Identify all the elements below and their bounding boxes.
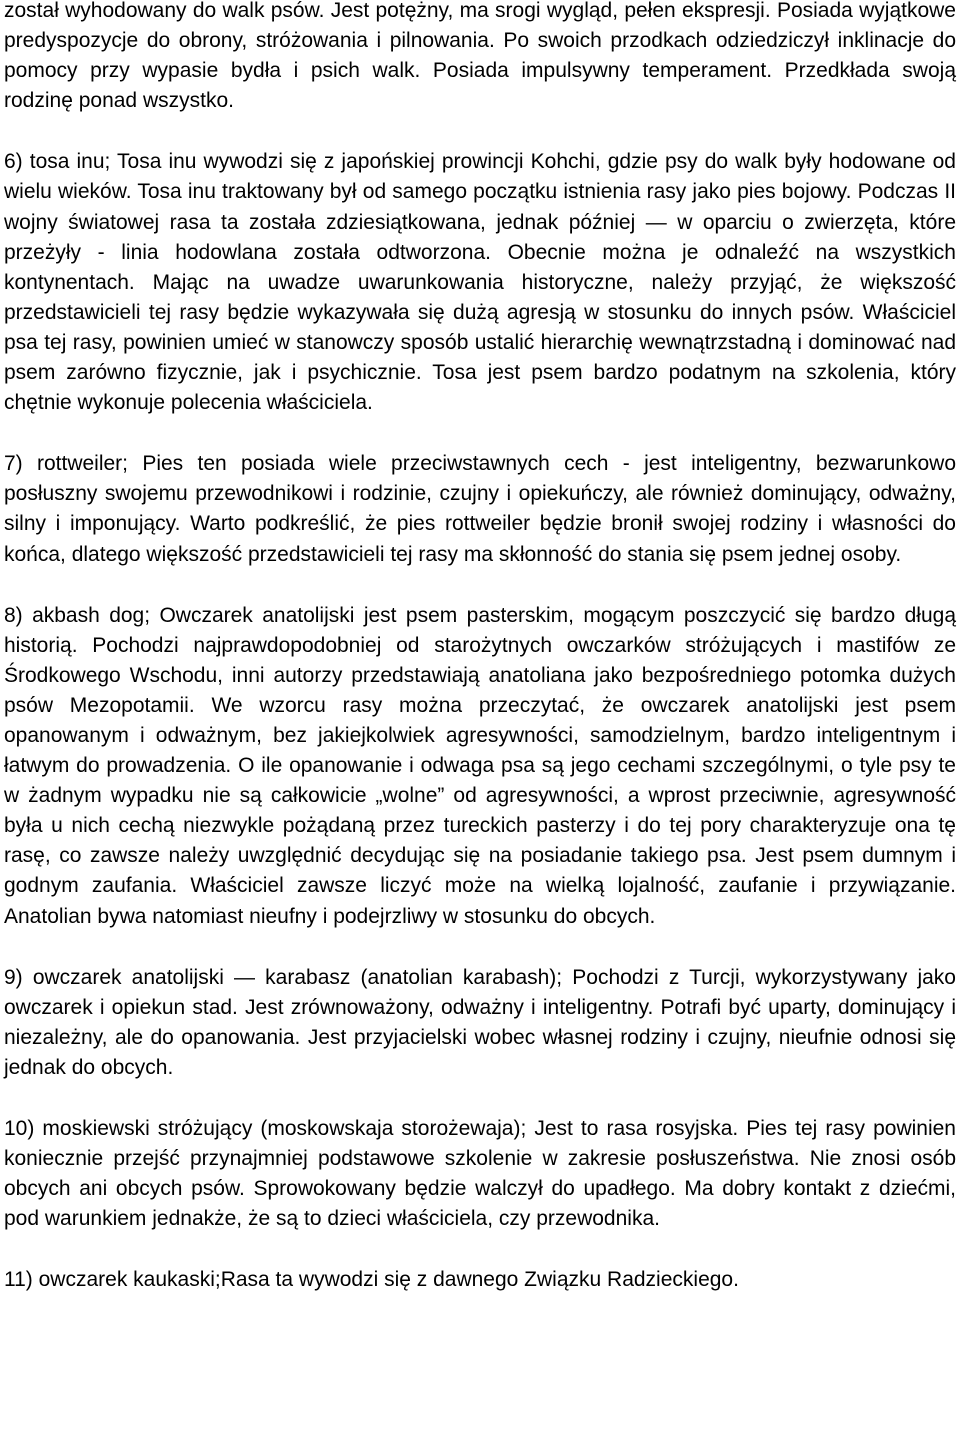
paragraph-anatolian-karabash: 9) owczarek anatolijski — karabasz (anatolian karabash); Pochodzi z Turcji, wykorzystywany jako owczarek i opiekun stad. Jest zrównoważony, odważny i inteligentny. Potrafi być uparty, dominujący i niezależny, ale do opanowania. Jest przyjacielski wobec własnej rodziny i czujny, nieufnie odnosi się jednak do obcych. xyxy=(4,965,956,1079)
paragraph-akbash-dog: 8) akbash dog; Owczarek anatolijski jest psem pasterskim, mogącym poszczycić się bardzo długą historią. Pochodzi najprawdopodobniej od starożytnych owczarków stróżujących i mastifów ze Środkowego Wschodu, inni autorzy przedstawiają anatoliana jako bezpośredniego potomka dużych psów Mezopotamii. We wzorcu rasy można przeczytać, że owczarek anatolijski jest psem opanowanym i odważnym, bez jakiejkolwiek agresywności, samodzielnym, bardzo inteligentnym i łatwym do prowadzenia. O ile opanowanie i odwaga psa są jego cechami szczególnymi, o tyle psy te w żadnym wypadku nie są całkowicie „wolne” od agresywności, a wprost przeciwnie, agresywność była u nich cechą niezwykle pożądaną przez tureckich pasterzy i do tej pory charakteryzuje ona tę rasę, co zawsze należy uwzględnić decydując się na posiadanie takiego psa. Jest psem dumnym i godnym zaufania. Właściciel zawsze liczyć może na wielką lojalność, zaufanie i przywiązanie. Anatolian bywa natomiast nieufny i podejrzliwy w stosunku do obcych. xyxy=(4,603,956,928)
paragraph-tosa-inu: 6) tosa inu; Tosa inu wywodzi się z japońskiej prowincji Kohchi, gdzie psy do walk były hodowane od wielu wieków. Tosa inu traktowany był od samego początku istnienia rasy jako pies bojowy. Podczas II wojny światowej rasa ta została zdziesiątkowana, jednak później — w oparciu o zwierzęta, które przeżyły - linia hodowlana została odtworzona. Obecnie można je odnaleźć na wszystkich kontynentach. Mając na uwadze uwarunkowania historyczne, należy przyjąć, że większość przedstawicieli tej rasy będzie wykazywała się dużą agresją w stosunku do innych psów. Właściciel psa tej rasy, powinien umieć w stanowczy sposób ustalić hierarchię wewnątrzstadną i dominować nad psem zarówno fizycznie, jak i psychicznie. Tosa jest psem bardzo podatnym na szkolenia, który chętnie wykonuje polecenia właściciela. xyxy=(4,150,956,415)
paragraph-caucasian-shepherd: 11) owczarek kaukaski;Rasa ta wywodzi się z dawnego Związku Radzieckiego. xyxy=(4,1268,739,1292)
paragraph-moscow-watchdog: 10) moskiewski stróżujący (moskowskaja storożewaja); Jest to rasa rosyjska. Pies tej rasy powinien koniecznie przejść przynajmniej podstawowe szkolenie w zakresie posłuszeństwa. Nie znosi osób obcych ani obcych psów. Sprowokowany będzie walczył do upadłego. Ma dobry kontakt z dziećmi, pod warunkiem jednakże, że są to dzieci właściciela, czy przewodnika. xyxy=(4,1117,956,1231)
paragraph-rottweiler: 7) rottweiler; Pies ten posiada wiele przeciwstawnych cech - jest inteligentny, bezwarunkowo posłuszny swojemu przewodnikowi i rodzinie, czujny i opiekuńczy, ale również dominujący, odważny, silny i imponujący. Warto podkreślić, że pies rottweiler będzie bronił swojej rodziny i własności do końca, dlatego większość przedstawicieli tej rasy ma skłonność do stania się psem jednej osoby. xyxy=(4,452,956,566)
paragraph-intro: został wyhodowany do walk psów. Jest potężny, ma srogi wygląd, pełen ekspresji. Posiada wyjątkowe predyspozycje do obrony, stróżowania i pilnowania. Po swoich przodkach odziedziczył inklinacje do pomocy przy wypasie bydła i psich walk. Posiada impulsywny temperament. Przedkłada swoją rodzinę ponad wszystko. xyxy=(4,0,956,113)
